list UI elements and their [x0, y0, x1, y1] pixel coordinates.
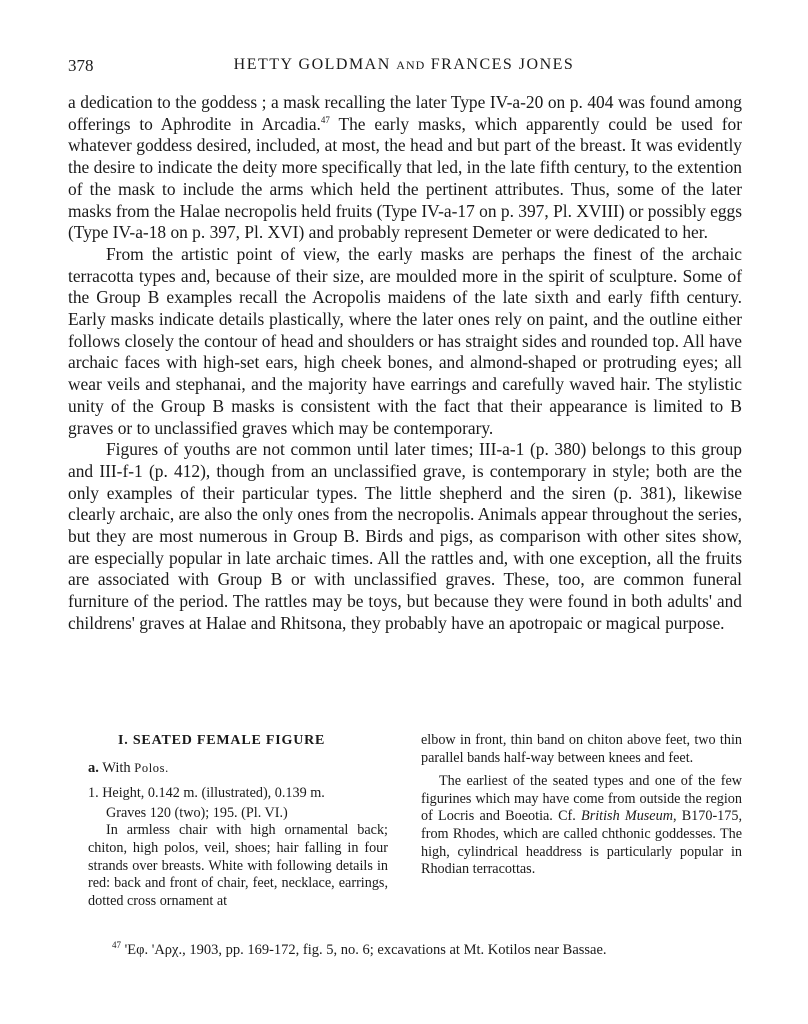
body-text: [68, 92, 742, 635]
catalog-left-column: [88, 732, 388, 910]
paragraph-2: From the artistic point of view, the early masks are perhaps the finest of the archaic terracotta types and, because of their size, are moulded more in the spirit of sculpture. Some of the Group B examples recall the Acropolis maidens of the late sixth and early fifth century. Early masks indicate details plastically, where the later ones rely on paint, and the outline either follows closely the contour of head and shoulders or has straight sides and rounded top. All have archaic faces with high-set ears, high cheek bones, and almond-shaped or protruding eyes; all wear veils and stephanai, and the majority have earrings and carefully waved hair. The stylistic unity of the Group B masks is consistent with the fact that their appearance is limited to B graves or to unclassified graves which may be contemporary.: [68, 243, 742, 438]
subheading: [88, 760, 388, 778]
footnote-ref-47: 47: [320, 114, 330, 125]
entry-description: In armless chair with high ornamental back; chiton, high polos, veil, shoes; hair falling in four strands over breasts. White with following details in red: back and front of chair, feet, necklace, earrings, dotted cross ornament at: [88, 822, 388, 909]
running-title: [68, 56, 740, 74]
author-and: AND: [396, 58, 426, 72]
paragraph-3: Figures of youths are not common until later times; III-a-1 (p. 380) belongs to this group and III-f-1 (p. 412), though from an unclassified grave, is contemporary in style; both are the only examples of their particular types. The little shepherd and the siren (p. 381), likewise clearly archaic, are also the only ones from the necropolis. Animals appear throughout the series, but they are most numerous in Group B. Birds and pigs, as comparison with other sites show, are especially popular in late archaic times. All the rattles and, with one exception, all the fruits are associated with Group B or with unclassified graves. These, too, are common funeral furniture of the period. The rattles may be toys, but because they were found in both adults' and childrens' graves at Halae and Rhitsona, they probably have an apotropaic or magical purpose.: [68, 439, 742, 633]
commentary-paragraph: [421, 773, 742, 879]
paragraph-1: [68, 92, 742, 244]
footnote: [112, 942, 607, 959]
page-number: 378: [68, 56, 94, 75]
author-main: HETTY GOLDMAN: [233, 56, 397, 73]
catalog-right-column: [421, 732, 742, 879]
commentary-italic: British Museum: [581, 808, 673, 825]
section-heading: I. SEATED FEMALE FIGURE: [118, 733, 326, 748]
sub-letter: a.: [88, 759, 99, 776]
entry-height: 1. Height, 0.142 m. (illustrated), 0.139 m.: [88, 785, 325, 802]
commentary-part-a: The earliest of the seated types and one of the few figurines which may have come from outside the region of Locris and Boeotia. Cf.: [421, 773, 742, 825]
entry-graves: Graves 120 (two); 195. (Pl. VI.): [106, 804, 288, 821]
catalog-section: [88, 732, 742, 912]
sub-with: With: [102, 759, 135, 776]
paragraph-1-part-b: The early masks, which apparently could be used for whatever goddess desired, included, at most, the head and but part of the breast. It was evidently the desire to indicate the deity more specifically that led, in the late fifth century, to the extention of the mask to include the arms which held the pertinent attributes. Thus, some of the later masks from the Halae necropolis held fruits (Type IV-a-17 on p. 397, Pl. XVIII) or possibly eggs (Type IV-a-18 on p. 397, Pl. XVI) and probably represent Demeter or were dedicated to her.: [68, 113, 743, 243]
paragraph-1-part-a: a dedication to the goddess ; a mask recalling the later Type IV-a-20 on p. 404 was found among offerings to Aphrodite in Arcadia.: [68, 92, 742, 134]
description-continued: elbow in front, thin band on chiton above feet, two thin parallel bands half-way between knees and feet.: [421, 732, 742, 766]
footnote-number: 47: [112, 940, 121, 951]
sub-polos: Polos.: [134, 760, 169, 775]
running-header: [68, 56, 740, 82]
author-second: FRANCES JONES: [425, 56, 575, 73]
commentary-part-b: , B170-175, from Rhodes, which are called chthonic goddesses. The high, cylindrical headdress is particularly popular in Rhodian terracottas.: [421, 808, 743, 878]
footnote-text: 'Eφ. 'Aρχ., 1903, pp. 169-172, fig. 5, no. 6; excavations at Mt. Kotilos near Bassae.: [121, 942, 607, 958]
